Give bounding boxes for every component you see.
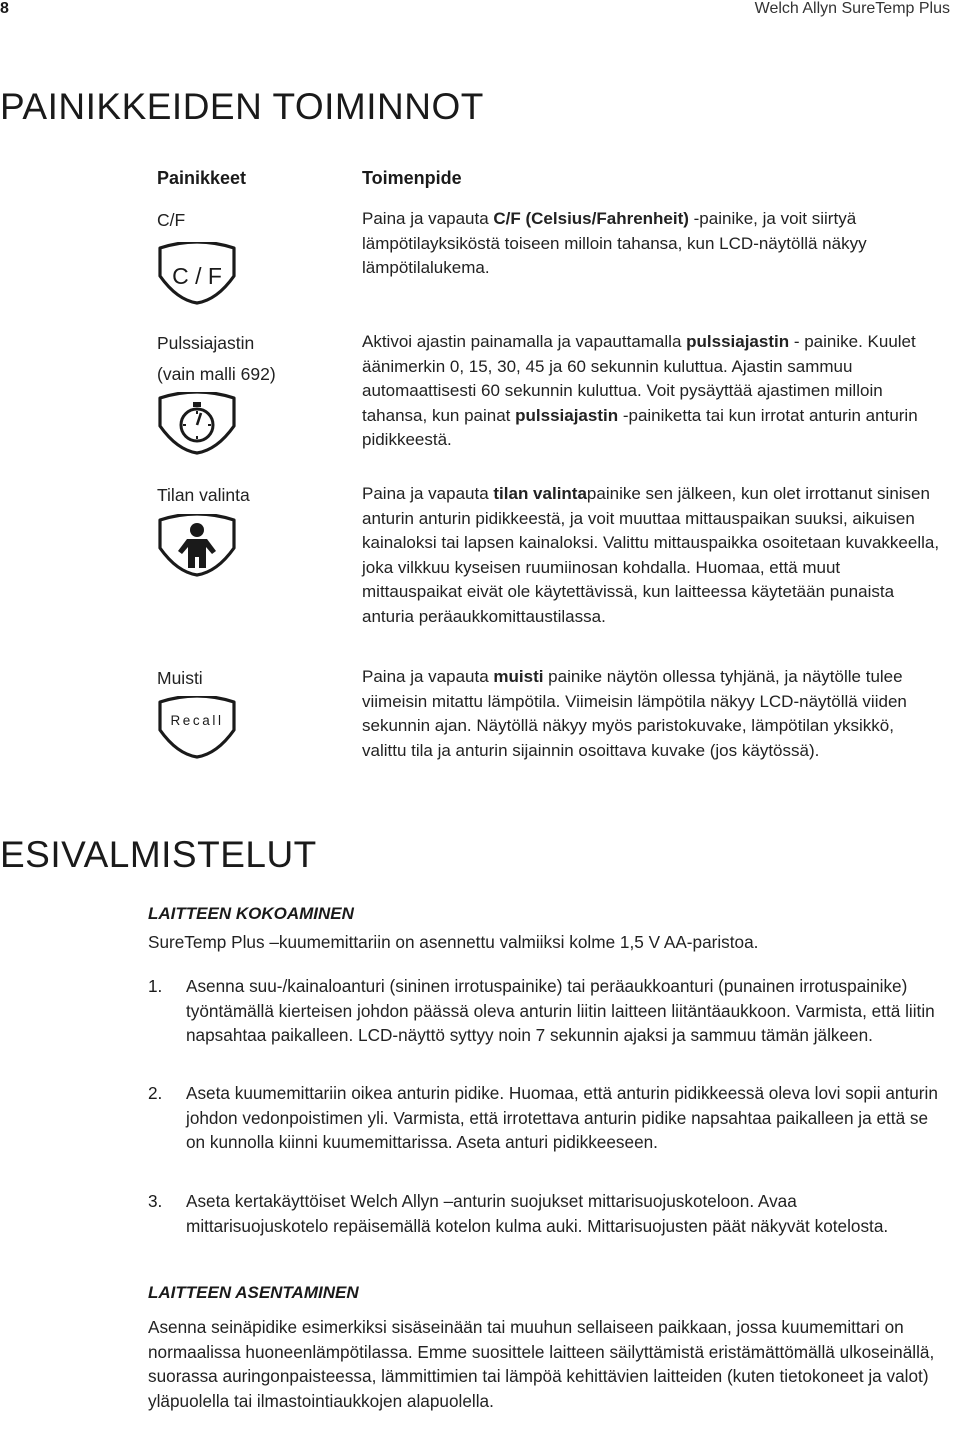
recall-description xyxy=(362,665,942,763)
assembly-intro: SureTemp Plus –kuumemittariin on asennettu valmiiksi kolme 1,5 V AA-paristoa. xyxy=(148,932,759,952)
page-number: 8 xyxy=(0,0,9,17)
button-label-recall: Muisti xyxy=(157,668,203,688)
button-label-cf: C/F xyxy=(157,210,186,230)
desc-text: -painike, ja voit siirtyä lämpötilayksiköstä toiseen milloin tahansa, kun LCD-näytöllä näkyy lämpötilalukema. xyxy=(362,209,867,277)
button-label-pulse-timer-model: (vain malli 692) xyxy=(157,364,276,384)
list-item xyxy=(148,1081,938,1155)
person-mode-button-icon xyxy=(157,514,237,585)
desc-text: Aktivoi ajastin painamalla ja vapauttamalla xyxy=(362,332,687,351)
bold-term: muisti xyxy=(493,667,544,686)
list-text: Asenna suu-/kainaloanturi (sininen irrotuspainike) tai peräaukkoanturi (punainen irrotuspainike) työntämällä kierteisen johdon päässä oleva anturin liitin laitteen liitäntäaukkoon. Varmista, että liitin napsahtaa paikalleen. LCD-näyttö syttyy noin 7 sekunnin ajaksi ja sammuu tämän jälkeen. xyxy=(186,976,935,1045)
button-label-pulse-timer: Pulssiajastin xyxy=(157,333,255,353)
list-item xyxy=(148,1189,938,1238)
mode-selection-description xyxy=(362,482,942,629)
subheading-installation: LAITTEEN ASENTAMINEN xyxy=(148,1283,359,1302)
cf-description xyxy=(362,207,942,281)
list-text: Aseta kuumemittariin oikea anturin pidike. Huomaa, että anturin pidikkeessä oleva lovi sopii anturin johdon vedonpoistimen yli. Varmista, että irrotettava anturin pidike napsahtaa paikalleen ja että se on kunnolla kiinni kuumemittarissa. Aseta anturi pidikkeeseen. xyxy=(186,1083,938,1152)
desc-text: - painike. Kuulet äänimerkin 0, 15, 30, 45 ja 60 sekunnin kuluttua. Ajastin sammuu automaattisesti 60 sekunnin kuluttua. Voit pysäyttää ajastimen milloin tahansa, kun painat xyxy=(362,332,916,425)
bold-term: pulssiajastin xyxy=(686,332,790,351)
column-header-buttons: Painikkeet xyxy=(157,168,247,188)
desc-text: painike näytön ollessa tyhjänä, ja näytölle tulee viimeisin mitattu lämpötila. Viimeisin lämpötila näkyy LCD-näytöllä viiden sekunnin ajan. Näytöllä näkyy myös paristokuvake, lämpötilan yksikkö, valittu tila ja anturin sijainnin osoittava kuvake (jos käytössä). xyxy=(362,667,907,760)
subheading-assembly: LAITTEEN KOKOAMINEN xyxy=(148,904,354,923)
cf-button-icon xyxy=(157,242,237,313)
desc-text: -painiketta tai kun irrotat anturin anturin pidikkeestä. xyxy=(362,405,918,449)
section-title-button-functions: PAINIKKEIDEN TOIMINNOT xyxy=(0,86,484,127)
desc-text: Paina ja vapauta xyxy=(362,209,494,228)
button-label-mode-selection: Tilan valinta xyxy=(157,485,250,505)
section-title-preparations: ESIVALMISTELUT xyxy=(0,834,317,875)
list-number: 2. xyxy=(148,1083,163,1103)
cf-icon-text: C / F xyxy=(172,263,222,289)
recall-button-icon xyxy=(157,696,237,767)
desc-text: Paina ja vapauta xyxy=(362,484,494,503)
bold-term: pulssiajastin xyxy=(515,405,619,425)
list-text: Aseta kertakäyttöiset Welch Allyn –anturin suojukset mittarisuojuskoteloon. Avaa mittarisuojuskotelo repäisemällä kotelon kulma auki. Mittarisuojusten päät näkyvät kotelosta. xyxy=(186,1191,889,1236)
bold-term: C/F (Celsius/Fahrenheit) xyxy=(493,209,689,228)
stopwatch-button-icon xyxy=(157,392,237,463)
recall-icon-text: Recall xyxy=(170,713,224,728)
pulse-timer-description xyxy=(362,330,942,453)
desc-text: painike sen jälkeen, kun olet irrottanut sinisen anturin anturin pidikkeestä, ja voit muuttaa mittauspaikan suuksi, aikuisen kainaloksi tai lapsen kainaloksi. Valittu mittauspaikka osoitetaan kuvakkeella, joka vilkkuu kyseisen ruumiinosan kohdalla. Huomaa, että muut mittauspaikat eivät ole käytettävissä, kun laitteessa käytetään punaista anturia peräaukkomittaustilassa. xyxy=(362,484,940,626)
list-number: 1. xyxy=(148,976,163,996)
desc-text: Paina ja vapauta xyxy=(362,667,494,686)
installation-text: Asenna seinäpidike esimerkiksi sisäseinään tai muuhun sellaiseen paikkaan, jossa kuumemittari on normaalissa huoneenlämpötilassa. Emme suosittele laitteen säilyttämistä eristämättömällä ulkoseinällä, suorassa auringonpaisteessa, lämmittimien tai lämpöä kehittävien laitteiden (kuten tietokoneet ja valot) yläpuolella tai ilmastointiaukkojen alapuolella. xyxy=(148,1317,935,1411)
list-number: 3. xyxy=(148,1191,163,1211)
list-item xyxy=(148,974,938,1048)
bold-term: tilan valinta xyxy=(493,484,587,503)
running-title: Welch Allyn SureTemp Plus xyxy=(754,0,950,17)
column-header-action: Toimenpide xyxy=(362,168,462,188)
